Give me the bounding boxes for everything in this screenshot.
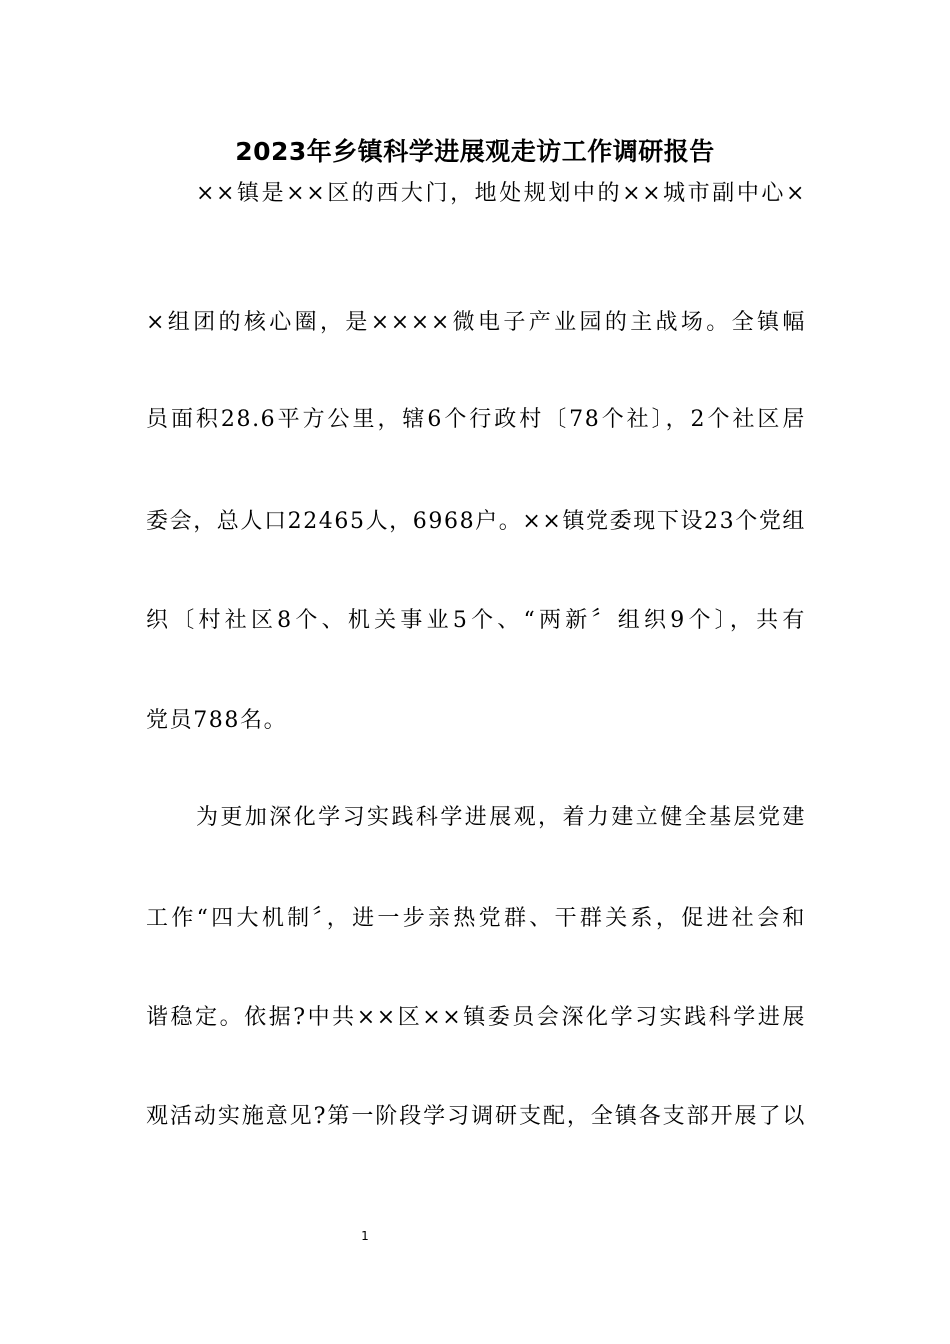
paragraph-line: 员面积28.6平方公里，辖6个行政村〔78个社〕，2个社区居 [146, 407, 806, 432]
paragraph-line: 工作“四大机制〞，进一步亲热党群、干群关系，促进社会和 [146, 906, 806, 931]
paragraph-line: 委会，总人口22465人，6968户。××镇党委现下设23个党组 [146, 509, 807, 534]
paragraph-line: ×组团的核心圈，是××××微电子产业园的主战场。全镇幅 [146, 310, 806, 335]
paragraph-line: 为更加深化学习实践科学进展观，着力建立健全基层党建 [196, 805, 806, 830]
paragraph-line: 观活动实施意见?第一阶段学习调研支配，全镇各支部开展了以 [146, 1104, 806, 1129]
paragraph-line: ××镇是××区的西大门，地处规划中的××城市副中心× [196, 181, 806, 206]
paragraph-line: 谐稳定。依据?中共××区××镇委员会深化学习实践科学进展 [146, 1005, 806, 1030]
paragraph-line: 织〔村社区8个、机关事业5个、“两新〞组织9个〕，共有 [146, 608, 806, 633]
paragraph-line: 党员788名。 [146, 708, 288, 733]
page-number: 1 [361, 1229, 369, 1243]
document-title: 2023年乡镇科学进展观走访工作调研报告 [235, 137, 715, 166]
